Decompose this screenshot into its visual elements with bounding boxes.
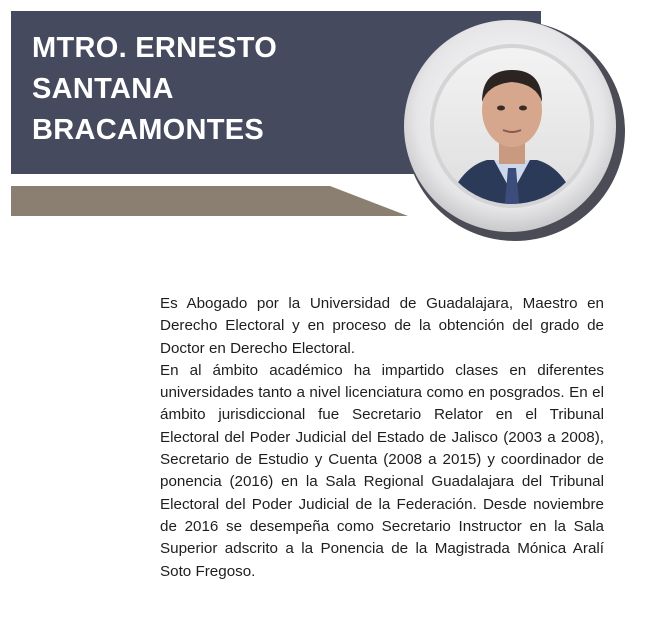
bio-paragraph-2: En al ámbito académico ha impartido clases en diferentes universidades tanto a nivel licenciatura como en posgrados. En el ámbito jurisdiccional fue Secretario Relator en el Tribunal Electoral del Poder Judicial del Estado de Jalisco (2003 a 2008), Secretario de Estudio y Cuenta (2008 a 2015) y coordinador de ponencia (2016) en la Sala Regional Guadalajara del Tribunal Electoral del Poder Judicial de la Federación. Desde noviembre de 2016 se desempeña como Secretario Instructor en la Sala Superior adscrito a la Ponencia de la Magistrada Mónica Aralí Soto Fregoso.: [160, 361, 604, 580]
name-line-3: BRACAMONTES: [32, 114, 265, 146]
person-name: [32, 28, 372, 151]
accent-bar: [11, 186, 408, 216]
name-line-2: SANTANA: [32, 73, 174, 105]
bio-paragraph-1: Es Abogado por la Universidad de Guadalajara, Maestro en Derecho Electoral y en proceso de la obtención del grado de Doctor en Derecho Electoral.: [160, 295, 604, 357]
portrait-frame: [402, 18, 628, 244]
name-line-1: MTRO. ERNESTO: [32, 32, 278, 64]
biography: [160, 293, 604, 583]
portrait-photo-icon: [402, 18, 628, 244]
